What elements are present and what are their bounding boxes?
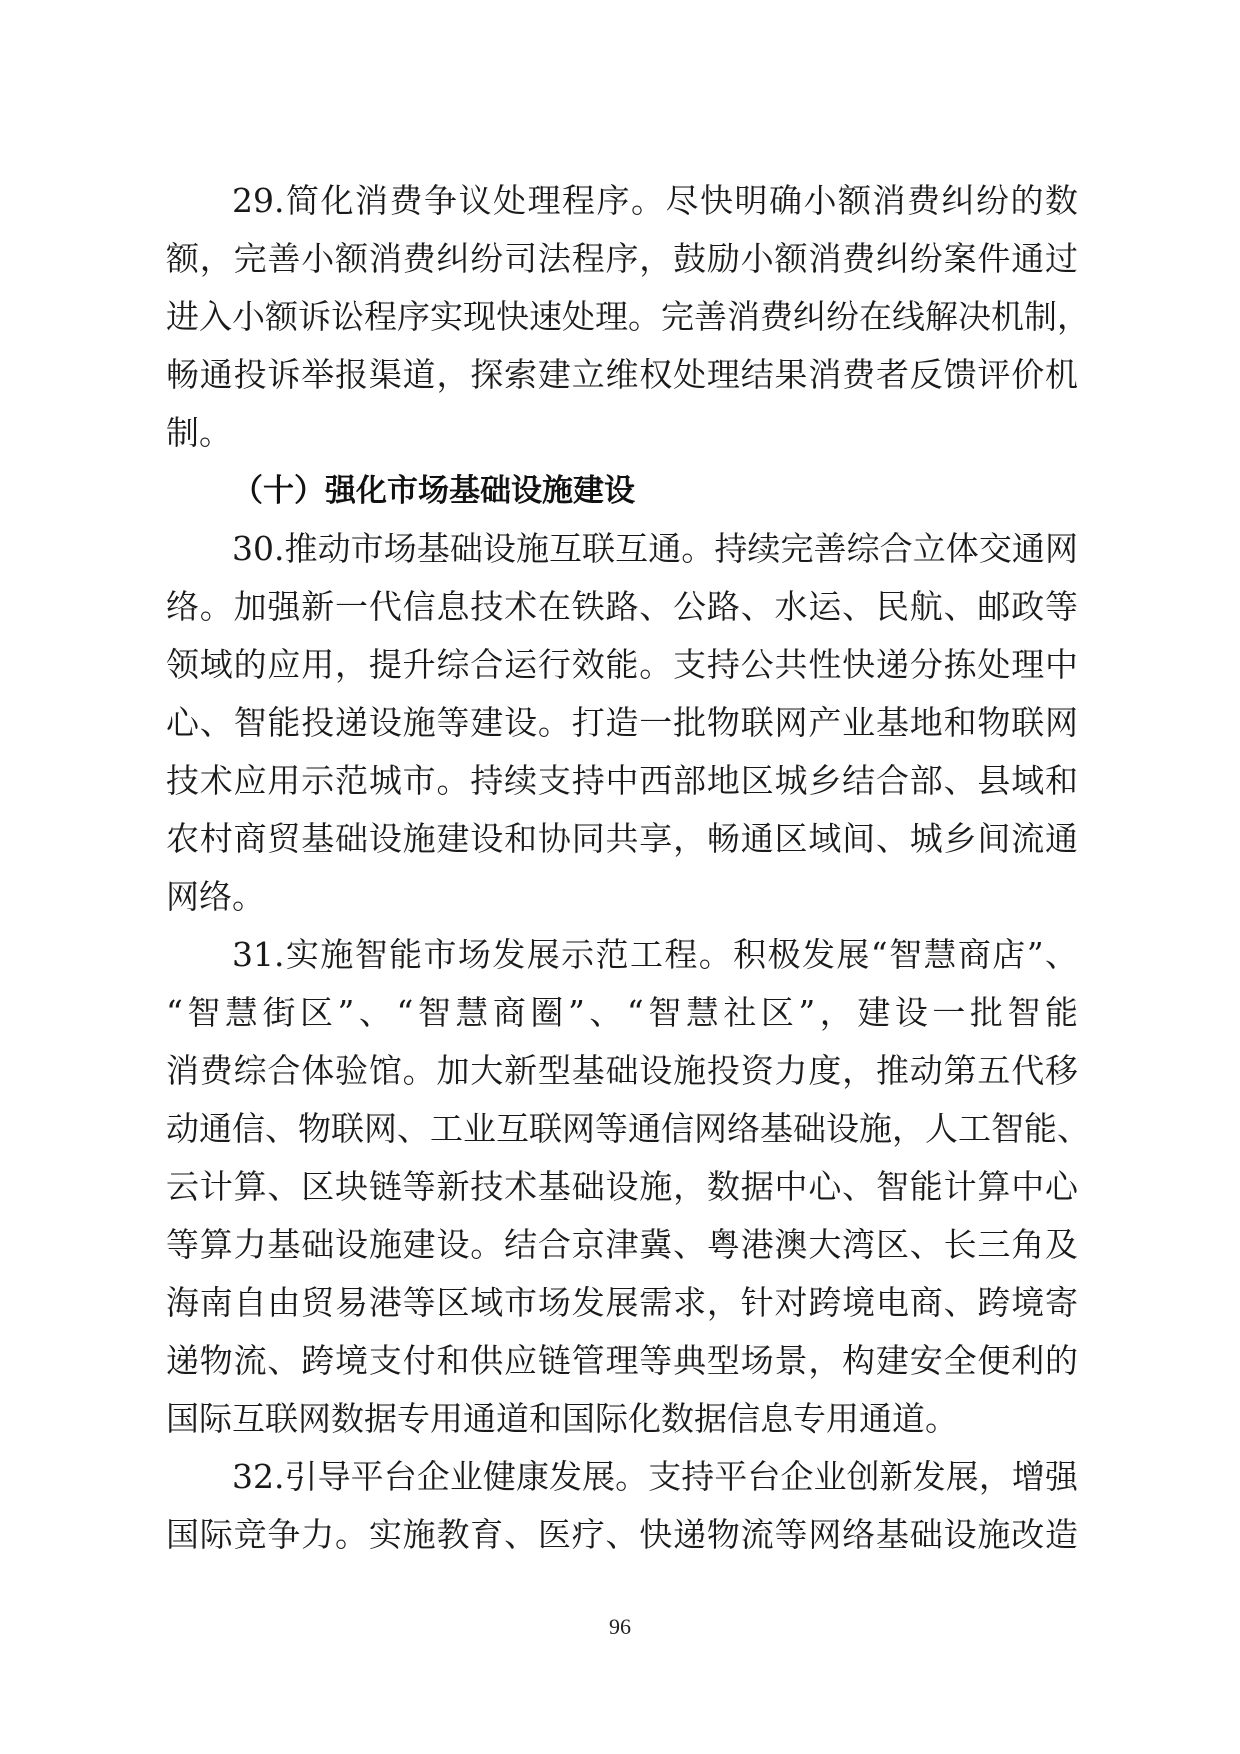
paragraph-line: 心、智能投递设施等建设。打造一批物联网产业基地和物联网	[166, 703, 1078, 742]
paragraph-line: 海南自由贸易港等区域市场发展需求，针对跨境电商、跨境寄	[166, 1283, 1078, 1322]
paragraph-line: 制。	[166, 413, 232, 452]
paragraph-line: 畅通投诉举报渠道，探索建立维权处理结果消费者反馈评价机	[166, 355, 1078, 394]
paragraph-line: 络。加强新一代信息技术在铁路、公路、水运、民航、邮政等	[166, 587, 1078, 626]
paragraph-line: 国际互联网数据专用通道和国际化数据信息专用通道。	[166, 1399, 958, 1438]
paragraph-line: 领域的应用，提升综合运行效能。支持公共性快递分拣处理中	[166, 645, 1078, 684]
paragraph-30	[166, 520, 1078, 926]
paragraph-line: 30.推动市场基础设施互联互通。持续完善综合立体交通网	[232, 529, 1078, 568]
paragraph-line: 网络。	[166, 877, 265, 916]
page-body	[166, 172, 1090, 1564]
paragraph-line: 31.实施智能市场发展示范工程。积极发展“智慧商店”、	[232, 935, 1078, 974]
section-heading: （十）强化市场基础设施建设	[232, 473, 635, 509]
paragraph-32	[166, 1448, 1078, 1564]
paragraph-line: 进入小额诉讼程序实现快速处理。完善消费纠纷在线解决机制，	[166, 297, 1090, 336]
paragraph-line: 国际竞争力。实施教育、医疗、快递物流等网络基础设施改造	[166, 1515, 1078, 1554]
page-number: 96	[609, 1614, 631, 1639]
paragraph-line: 递物流、跨境支付和供应链管理等典型场景，构建安全便利的	[166, 1341, 1078, 1380]
paragraph-line: 云计算、区块链等新技术基础设施，数据中心、智能计算中心	[166, 1167, 1078, 1206]
paragraph-line: 消费综合体验馆。加大新型基础设施投资力度，推动第五代移	[166, 1051, 1078, 1090]
paragraph-line: 额，完善小额消费纠纷司法程序，鼓励小额消费纠纷案件通过	[166, 239, 1078, 278]
paragraph-31	[166, 926, 1090, 1448]
paragraph-line: 动通信、物联网、工业互联网等通信网络基础设施，人工智能、	[166, 1109, 1090, 1148]
paragraph-line: 32.引导平台企业健康发展。支持平台企业创新发展，增强	[232, 1457, 1078, 1496]
paragraph-line: 29.简化消费争议处理程序。尽快明确小额消费纠纷的数	[232, 181, 1078, 220]
paragraph-29	[166, 172, 1090, 462]
paragraph-line: 等算力基础设施建设。结合京津冀、粤港澳大湾区、长三角及	[166, 1225, 1078, 1264]
paragraph-line: 技术应用示范城市。持续支持中西部地区城乡结合部、县域和	[166, 761, 1078, 800]
paragraph-line: 农村商贸基础设施建设和协同共享，畅通区域间、城乡间流通	[166, 819, 1078, 858]
paragraph-line: “智慧街区”、“智慧商圈”、“智慧社区”，建设一批智能	[166, 993, 1078, 1032]
